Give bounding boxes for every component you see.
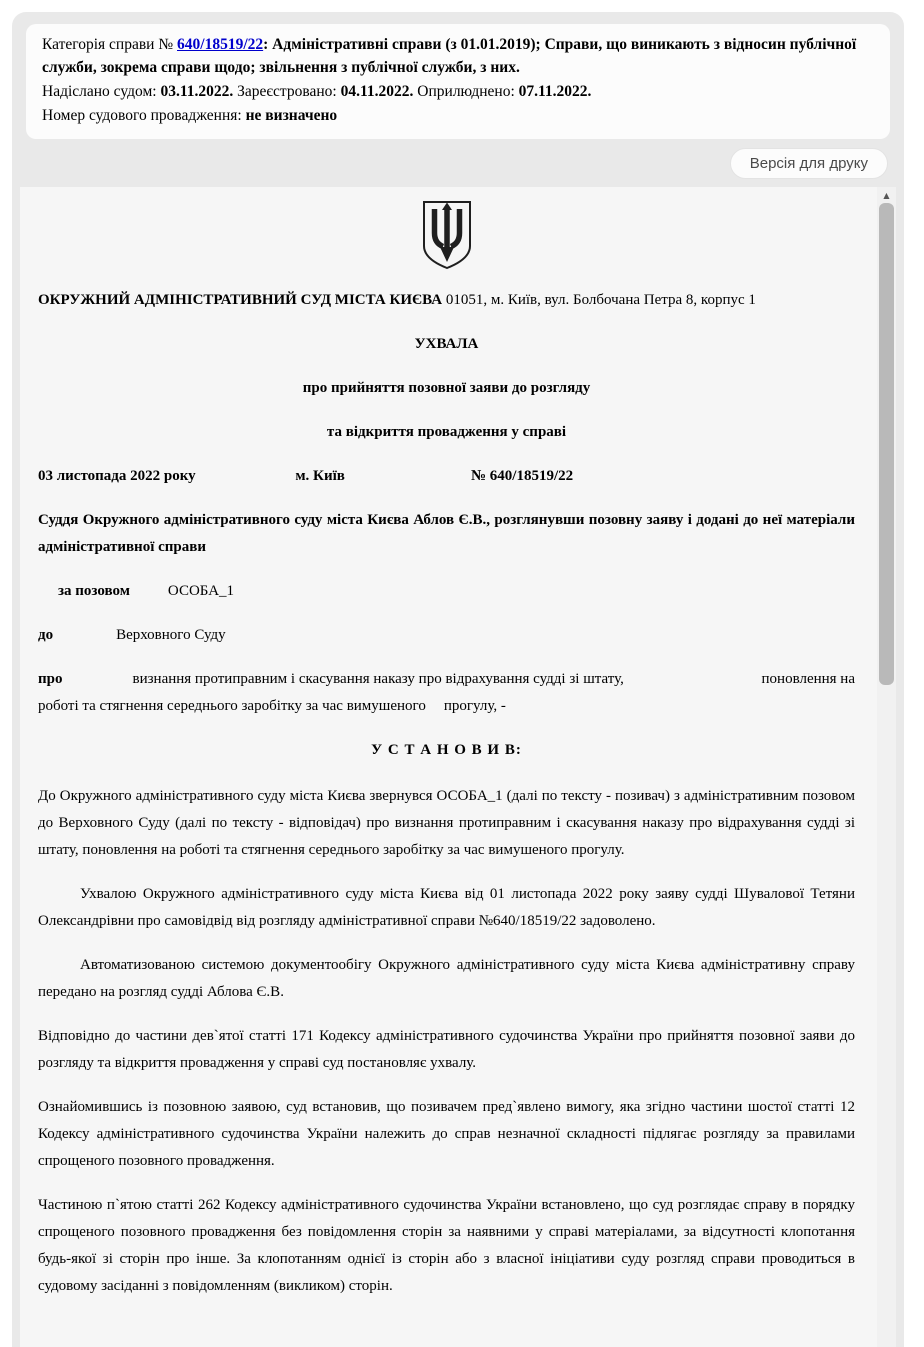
defendant-name: Верховного Суду bbox=[116, 627, 226, 643]
page-panel bbox=[12, 12, 904, 1347]
coat-of-arms-icon bbox=[38, 199, 855, 281]
claimant-name: ОСОБА_1 bbox=[167, 583, 235, 599]
court-header-line bbox=[38, 287, 855, 314]
published-label: Оприлюднено: bbox=[413, 83, 519, 100]
proceeding-number-line bbox=[42, 104, 874, 127]
subject-text-1: визнання протиправним і скасування наказу про відрахування судді зі штату, bbox=[132, 671, 624, 687]
ruling-subtitle-1: про прийняття позовної заяви до розгляду bbox=[302, 380, 591, 396]
body-paragraph: Ознайомившись із позовною заявою, суд встановив, що позивачем пред`явлено вимогу, яка згідно частини шостої статті 12 Кодексу адміністративного судочинства України належить до справ незначної складності підлягає розгляду за правилами спрощеного позовного провадження. bbox=[38, 1099, 855, 1169]
published-date: 07.11.2022. bbox=[518, 83, 592, 100]
case-dates-line bbox=[42, 80, 874, 103]
case-category-label: Категорія справи № bbox=[42, 36, 178, 53]
subject-row-line1 bbox=[38, 666, 855, 693]
sent-date: 03.11.2022. bbox=[160, 83, 234, 100]
subject-row-line2 bbox=[38, 693, 855, 720]
resolved-heading: У С Т А Н О В И В: bbox=[371, 742, 522, 758]
case-metadata-card bbox=[26, 24, 890, 139]
document-scrollbar[interactable] bbox=[877, 187, 896, 1347]
subject-text-2: поновлення на bbox=[761, 671, 855, 687]
proceeding-value: не визначено bbox=[245, 107, 338, 124]
court-name: ОКРУЖНИЙ АДМІНІСТРАТИВНИЙ СУД МІСТА КИЄВА bbox=[38, 292, 443, 308]
case-number-link[interactable]: 640/18519/22 bbox=[177, 36, 264, 53]
document-body bbox=[20, 187, 896, 1347]
scroll-up-icon[interactable]: ▲ bbox=[883, 190, 890, 200]
ruling-date: 03 листопада 2022 року bbox=[38, 468, 196, 484]
ruling-title: УХВАЛА bbox=[414, 336, 479, 352]
print-version-button[interactable]: Версія для друку bbox=[730, 148, 888, 179]
subject-label: про bbox=[38, 671, 63, 687]
registered-date: 04.11.2022. bbox=[340, 83, 414, 100]
document-container bbox=[20, 187, 896, 1347]
claimant-label: за позовом bbox=[58, 583, 130, 599]
body-paragraph: Ухвалою Окружного адміністративного суду міста Києва від 01 листопада 2022 року заяву судді Шувалової Тетяни Олександрівни про самовідвід від розгляду адміністративної справи №640/18519/22 задоволено. bbox=[38, 886, 855, 929]
body-paragraph: Частиною п`ятою статті 262 Кодексу адміністративного судочинства України встановлено, що суд розглядає справу в порядку спрощеного позовного провадження без повідомлення сторін за наявними у справі матеріалами, за відсутності клопотання будь-якої зі сторін про інше. За клопотанням однієї із сторін або з власної ініціативи суду розгляд справи проводиться в судовому засіданні з повідомленням (викликом) сторін. bbox=[38, 1197, 855, 1294]
ruling-city: м. Київ bbox=[295, 468, 345, 484]
toolbar bbox=[20, 139, 896, 187]
sent-label: Надіслано судом: bbox=[42, 83, 161, 100]
judge-paragraph: Суддя Окружного адміністративного суду міста Києва Аблов Є.В., розглянувши позовну заяву і додані до неї матеріали адміністративної справи bbox=[38, 512, 855, 555]
date-place-number-line bbox=[38, 463, 855, 490]
subject-text-4: прогулу, - bbox=[443, 698, 506, 714]
subject-text-3: роботі та стягнення середнього заробітку за час вимушеного bbox=[38, 698, 426, 714]
ruling-subtitle-2: та відкриття провадження у справі bbox=[326, 424, 567, 440]
body-paragraph: До Окружного адміністративного суду міста Києва звернувся ОСОБА_1 (далі по тексту - позивач) з адміністративним позовом до Верховного Суду (далі по тексту - відповідач) про визнання протиправним і скасування наказу про відрахування судді зі штату, поновлення на роботі та стягнення середнього заробітку за час вимушеного прогулу. bbox=[38, 788, 855, 858]
body-paragraph: Автоматизованою системою документообігу Окружного адміністративного суду міста Києва адміністративну справу передано на розгляд судді Аблова Є.В. bbox=[38, 957, 855, 1000]
defendant-label: до bbox=[38, 627, 54, 643]
defendant-row bbox=[38, 622, 855, 649]
case-category-text: : Адміністративні справи (з 01.01.2019); Справи, що виникають з відносин публічної служби, зокрема справи щодо; звільнення з публічної служби, з них. bbox=[42, 36, 857, 76]
body-paragraph: Відповідно до частини дев`ятої статті 171 Кодексу адміністративного судочинства України про прийняття позовної заяви до розгляду та відкриття провадження у справі суд постановляє ухвалу. bbox=[38, 1028, 855, 1071]
ruling-case-number: № 640/18519/22 bbox=[470, 468, 574, 484]
scrollbar-thumb[interactable] bbox=[879, 203, 894, 685]
claimant-row bbox=[38, 578, 855, 605]
proceeding-label: Номер судового провадження: bbox=[42, 107, 246, 124]
registered-label: Зареєстровано: bbox=[233, 83, 341, 100]
case-category-line bbox=[42, 33, 874, 79]
court-address: 01051, м. Київ, вул. Болбочана Петра 8, корпус 1 bbox=[442, 292, 756, 308]
